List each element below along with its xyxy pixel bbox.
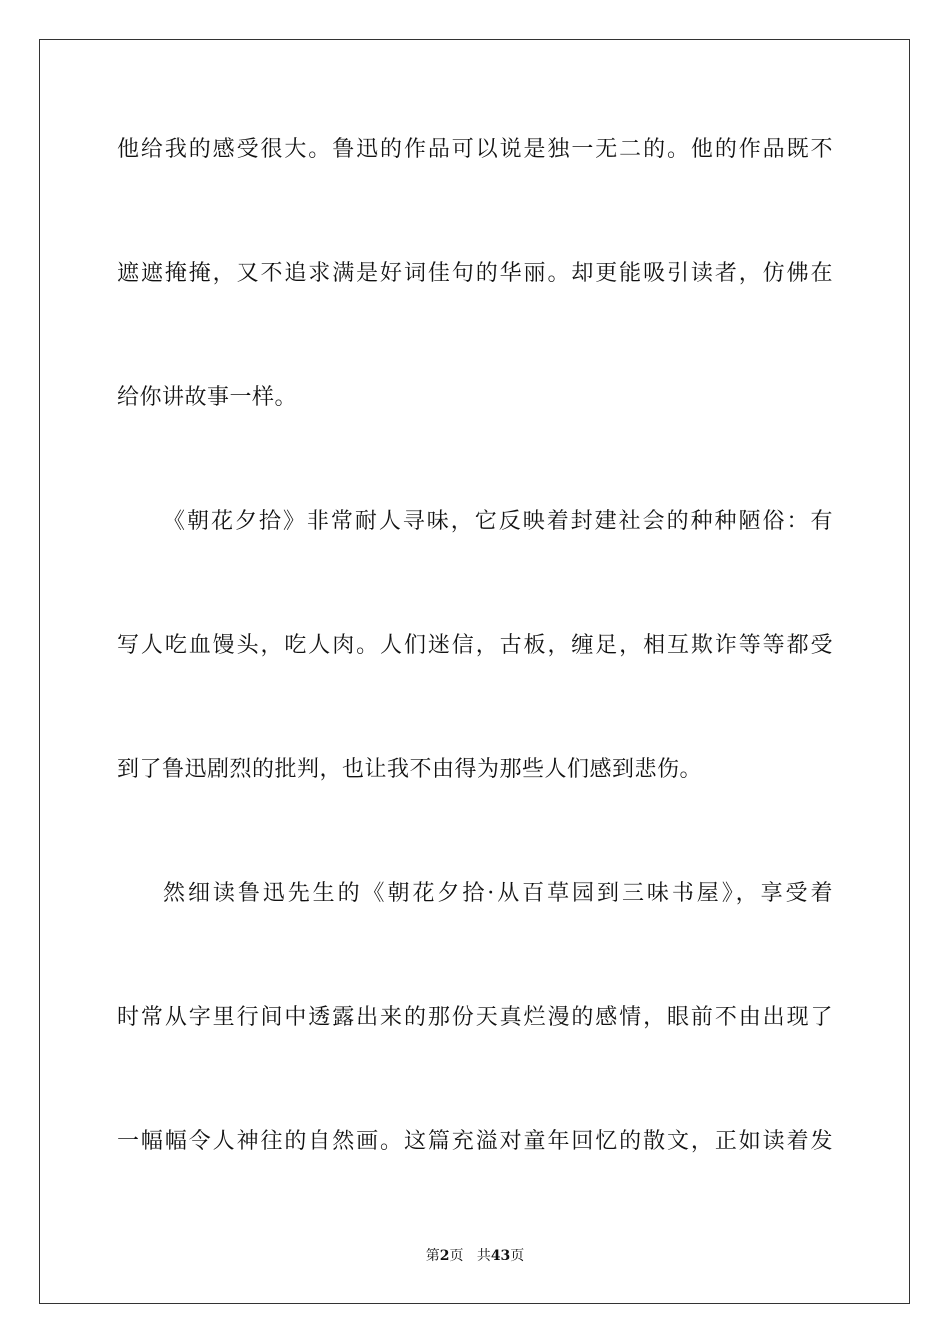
total-prefix: 共 xyxy=(476,1248,491,1264)
text-line: 给你讲故事一样。 xyxy=(117,385,298,410)
text-line: 然细读鲁迅先生的《朝花夕拾·从百草园到三味书屋》，享受着 xyxy=(163,881,833,906)
text-line: 他给我的感受很大。鲁迅的作品可以说是独一无二的。他的作品既不 xyxy=(117,137,833,162)
page-number: 2 xyxy=(439,1248,450,1264)
page-footer xyxy=(0,1246,950,1266)
total-pages: 43 xyxy=(490,1248,511,1264)
text-line: 《朝花夕拾》非常耐人寻味，它反映着封建社会的种种陋俗：有 xyxy=(163,509,833,534)
text-line: 一幅幅令人神往的自然画。这篇充溢对童年回忆的散文，正如读着发 xyxy=(117,1129,833,1154)
page-border xyxy=(39,39,910,1304)
text-line: 遮遮掩掩，又不追求满是好词佳句的华丽。却更能吸引读者，仿佛在 xyxy=(117,261,833,286)
text-line: 写人吃血馒头，吃人肉。人们迷信，古板，缠足，相互欺诈等等都受 xyxy=(117,633,833,658)
total-suffix: 页 xyxy=(510,1248,525,1264)
page-suffix: 页 xyxy=(449,1248,464,1264)
text-line: 到了鲁迅剧烈的批判，也让我不由得为那些人们感到悲伤。 xyxy=(117,757,703,782)
text-line: 时常从字里行间中透露出来的那份天真烂漫的感情，眼前不由出现了 xyxy=(117,1005,833,1030)
page-prefix: 第 xyxy=(425,1248,440,1264)
